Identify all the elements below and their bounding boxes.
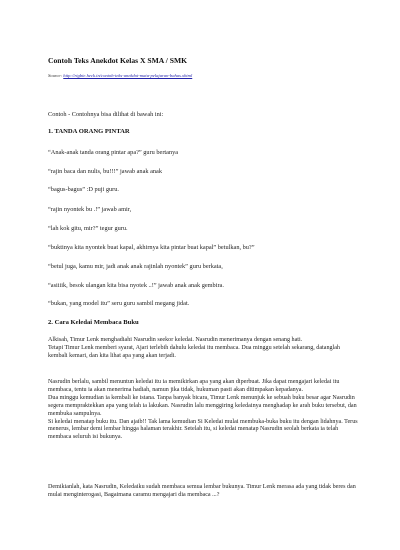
document-title: Contoh Teks Anekdot Kelas X SMA / SMK [48, 56, 188, 65]
paragraph-text: Alkisah, Timur Lenk menghadiahi Nasrudin seekor keledai. Nasrudin menerimanya dengan senang hati. Tetapi Timur Lenk memberi syarat, Ajari terlebih dahulu keledai itu membaca. Dua minggu setelah sekarang, datanglah kembali kemari, dan kita lihat apa yang akan terjadi. [48, 337, 340, 359]
source-label: Source: [48, 73, 64, 78]
story-paragraph [48, 337, 360, 361]
dialogue-line: “buktinya kita nyontek buat kapal, akhirnya kita pintar buat kapal” betulkan, bu?” [48, 244, 255, 251]
dialogue-line: “rajin baca dan nulis, bu!!!” jawab anak anak [48, 168, 162, 175]
source-link[interactable]: http://rigbie.heck.in/contoh-teks-anekdot-mata-pelajaran-bahas.xhtml [63, 73, 193, 78]
paragraph-text: Nasrudin berlalu, sambil menuntun keledai itu ia memikirkan apa yang akan diperbuat. Jika dapat mengajari keledai itu membaca, tentu ia akan menerima hadiah, namun jika tidak, hukuman pasti akan ditimpakan kepadanya. Dua minggu kemudian ia kembali ke istana. Tanpa banyak bicara, Timur Lenk menunjuk ke sebuah buku besar agar Nasrudin segera mempraktekkan apa yang telah ia lakukan. Nasrudin lalu menggiring keledainya menghadap ke arah buku tersebut, dan membuka sampulnya. Si keledai menatap buku itu. Dan ajaib!! Tak lama kemudian Si Keledai mulai membuka-buka buku itu dengan lidahnya. Terus menerus, lembar demi lembar hingga halaman terakhir. Setelah itu, si keledai menatap Nasrudin seolah berkata ia telah membaca seluruh isi bukunya. [48, 379, 358, 441]
story-paragraph [48, 379, 360, 442]
section2-heading: 2. Cara Keledai Membaca Buku [48, 319, 139, 326]
section1-heading: 1. TANDA ORANG PINTAR [48, 128, 130, 135]
dialogue-line: “bukan, yang model itu” seru guru sambil megang jidat. [48, 300, 190, 307]
dialogue-line: “lah kok gitu, mir?” tegur guru. [48, 225, 128, 232]
dialogue-line: “bagus-bagus” :D puji guru. [48, 186, 119, 193]
story-paragraph [48, 484, 360, 500]
paragraph-text: Demikianlah, kata Nasrudin, Keledaiku sudah membaca semua lembar bukunya. Timur Lenk merasa ada yang tidak beres dan mulai menginterogasi, Bagaimana caramu mengajari dia membaca ...? [48, 484, 356, 498]
dialogue-line: “betul juga, kamu mir, jadi anak anak rajinlah nyontek” guru berkata, [48, 263, 223, 270]
dialogue-line: “asiiiik, besok ulangan kita bisa nyotek ..!” jawab anak anak gembira. [48, 282, 224, 289]
dialogue-line: “Anak-anak tanda orang pintar apa?” guru bertanya [48, 149, 179, 156]
dialogue-line: “rajin nyontek bu .!” jawab amir, [48, 206, 132, 213]
source-line [48, 73, 192, 78]
intro-text: Contoh - Contohnya bisa dilihat di bawah ini: [48, 111, 164, 118]
